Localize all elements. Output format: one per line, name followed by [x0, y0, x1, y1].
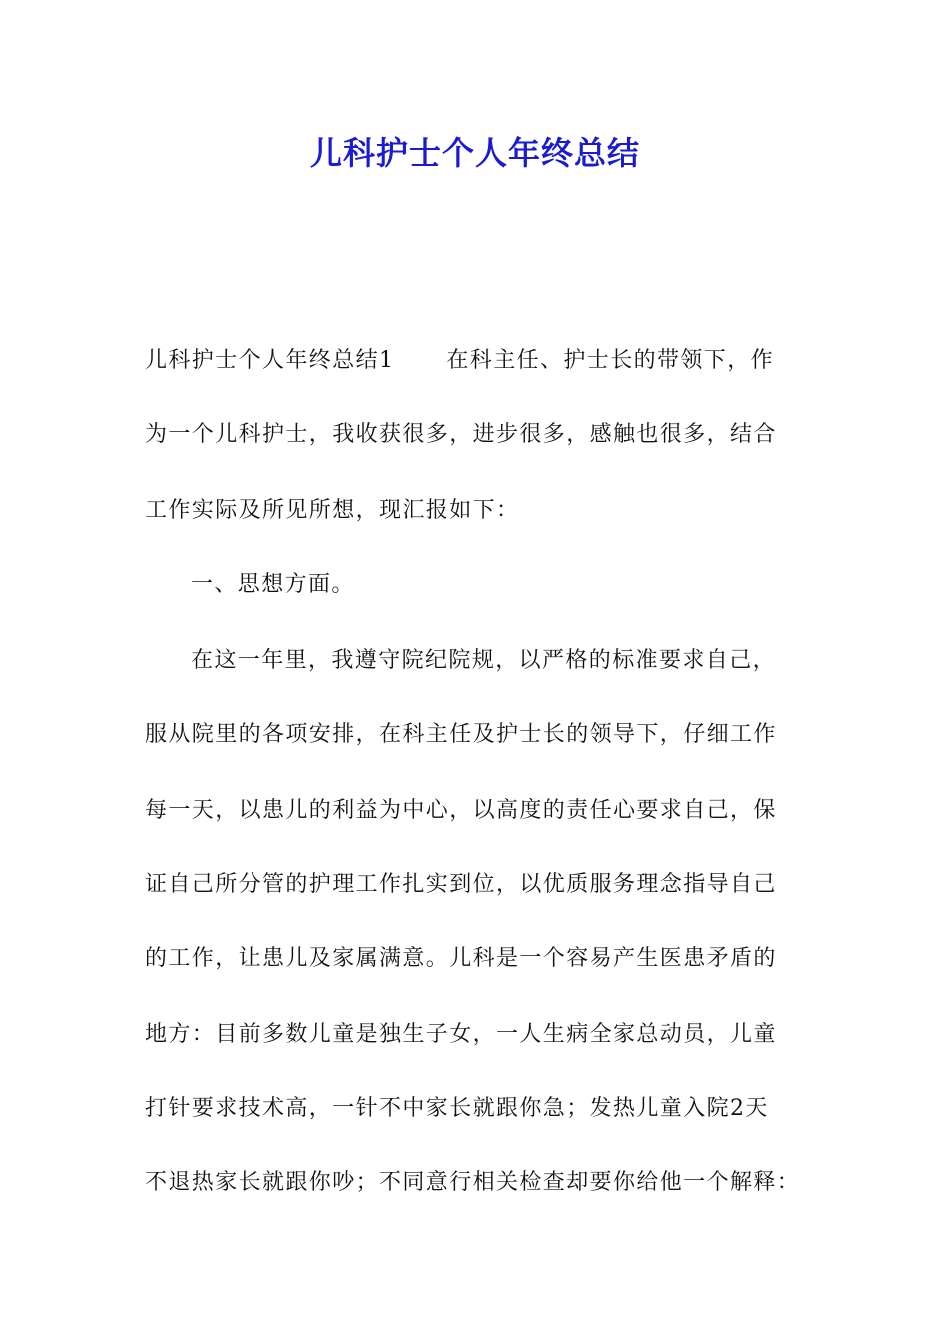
text-line: 证自己所分管的护理工作扎实到位，以优质服务理念指导自己 [145, 872, 777, 897]
section-heading: 一、思想方面。 [191, 572, 355, 597]
text-line: 在这一年里，我遵守院纪院规，以严格的标准要求自己， [191, 648, 777, 673]
text-line: 服从院里的各项安排，在科主任及护士长的领导下，仔细工作 [145, 722, 777, 747]
subheading: 儿科护士个人年终总结1 [145, 348, 395, 373]
text-line: 的工作，让患儿及家属满意。儿科是一个容易产生医患矛盾的 [145, 946, 777, 971]
document-title: 儿科护士个人年终总结 [309, 134, 640, 172]
text-segment: 在科主任、护士长的带领下，作 [446, 348, 775, 373]
text-line: 每一天，以患儿的利益为中心，以高度的责任心要求自己，保 [145, 798, 777, 823]
text-line: 打针要求技术高，一针不中家长就跟你急；发热儿童入院2天 [145, 1096, 769, 1121]
text-line: 工作实际及所见所想，现汇报如下： [145, 498, 520, 523]
text-line [145, 346, 774, 376]
text-line: 不退热家长就跟你吵；不同意行相关检查却要你给他一个解释： [145, 1170, 801, 1195]
text-line: 为一个儿科护士，我收获很多，进步很多，感触也很多，结合 [145, 422, 777, 447]
text-line: 地方：目前多数儿童是独生子女，一人生病全家总动员，儿童 [145, 1022, 777, 1047]
